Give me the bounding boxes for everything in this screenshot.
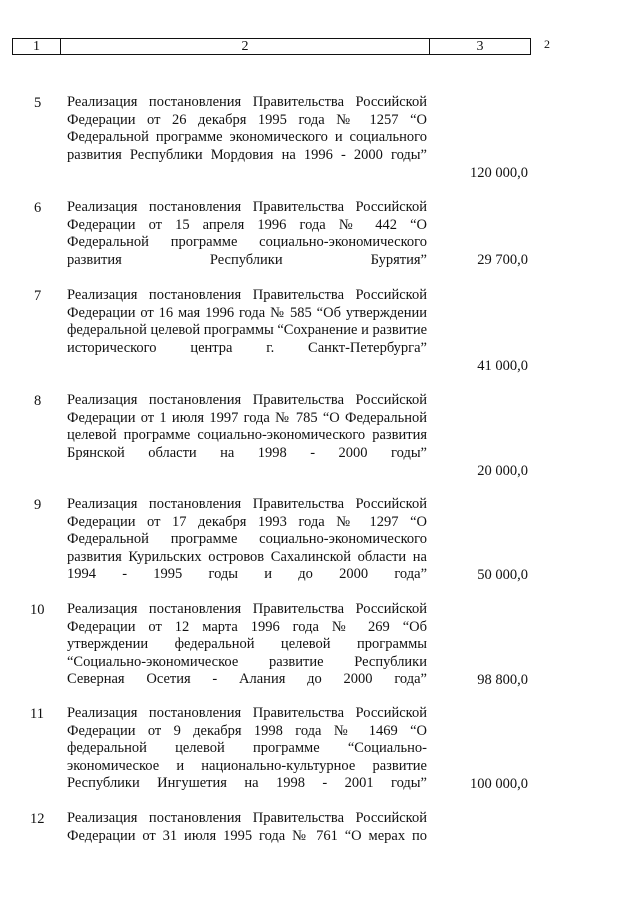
item-amount: 120 000,0 (470, 165, 528, 181)
item-number: 8 (34, 393, 42, 409)
column-header-table (12, 38, 531, 55)
item-amount: 98 800,0 (477, 672, 528, 688)
item-amount: 41 000,0 (477, 358, 528, 374)
item-text: Реализация постановления Правительства Российской Федерации от 31 июля 1995 года № 761 “О мерах по (67, 810, 427, 844)
item-number: 11 (30, 706, 44, 722)
column-header-1: 1 (13, 39, 61, 55)
item-number: 6 (34, 200, 42, 216)
item-number: 10 (30, 602, 45, 618)
item-text: Реализация постановления Правительства Российской Федерации от 16 мая 1996 года № 585 “Об утверждении федеральной целевой программы “Сохранение и развитие исторического центра г. Санкт-Петербурга” (67, 287, 428, 356)
item-text: Реализация постановления Правительства Российской Федерации от 9 декабря 1998 года № 1469 “О федеральной целевой программе “Социально-экономическое и национально-культурное развитие Республики Ингушетия на 1998 - 2001 годы” (67, 705, 427, 792)
item-text: Реализация постановления Правительства Российской Федерации от 1 июля 1997 года № 785 “О Федеральной целевой программе социально-экономического развития Брянской области на 1998 - 2000 годы” (67, 392, 427, 461)
page-number: 2 (544, 37, 550, 51)
item-text: Реализация постановления Правительства Российской Федерации от 26 декабря 1995 года № 1257 “О Федеральной программе экономического и социального развития Республики Мордовия на 1996 - 2000 годы” (67, 94, 427, 163)
item-number: 12 (30, 811, 45, 827)
item-number: 9 (34, 497, 42, 513)
item-amount: 29 700,0 (477, 252, 528, 268)
item-text: Реализация постановления Правительства Российской Федерации от 15 апреля 1996 года № 442 “О Федеральной программе социально-экономического развития Республики Бурятия” (67, 199, 427, 268)
column-header-3: 3 (430, 39, 531, 55)
item-number: 5 (34, 95, 42, 111)
item-text: Реализация постановления Правительства Российской Федерации от 17 декабря 1993 года № 1297 “О Федеральной программе социально-экономического развития Курильских островов Сахалинской области на 1994 - 1995 годы и до 2000 года” (67, 496, 427, 583)
item-amount: 50 000,0 (477, 567, 528, 583)
item-text: Реализация постановления Правительства Российской Федерации от 12 марта 1996 года № 269 “Об утверждении федеральной целевой программы “Социально-экономическое развитие Республики Северная Осетия - Алания до 2000 года” (67, 601, 427, 688)
column-header-row (13, 39, 531, 55)
item-number: 7 (34, 288, 42, 304)
item-amount: 20 000,0 (477, 463, 528, 479)
item-amount: 100 000,0 (470, 776, 528, 792)
column-header-2: 2 (61, 39, 430, 55)
